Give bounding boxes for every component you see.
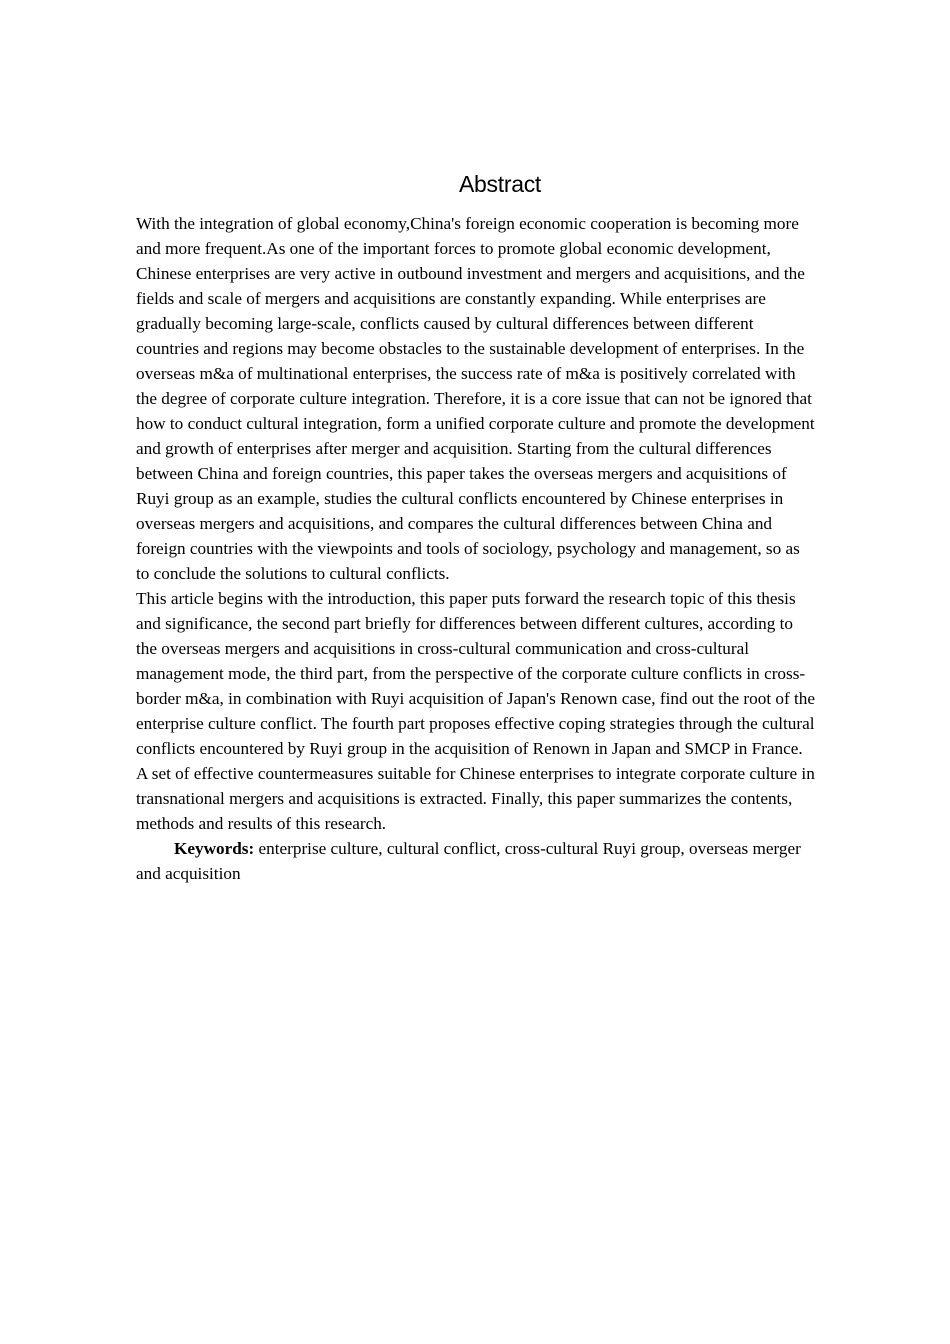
keywords-text: enterprise culture, cultural conflict, cross-cultural Ruyi group, overseas merger and acquisition [136,839,801,883]
abstract-title: Abstract [459,171,541,197]
keywords-label: Keywords: [174,839,255,858]
abstract-body [136,211,816,886]
keywords-line [136,836,816,886]
abstract-paragraph-2: This article begins with the introduction, this paper puts forward the research topic of this thesis and significance, the second part briefly for differences between different cultures, according to the overseas mergers and acquisitions in cross-cultural communication and cross-cultural management mode, the third part, from the perspective of the corporate culture conflicts in cross-border m&a, in combination with Ruyi acquisition of Japan's Renown case, find out the root of the enterprise culture conflict. The fourth part proposes effective coping strategies through the cultural conflicts encountered by Ruyi group in the acquisition of Renown in Japan and SMCP in France. A set of effective countermeasures suitable for Chinese enterprises to integrate corporate culture in transnational mergers and acquisitions is extracted. Finally, this paper summarizes the contents, methods and results of this research. [136,589,816,833]
abstract-paragraph-1: With the integration of global economy,China's foreign economic cooperation is becoming more and more frequent.As one of the important forces to promote global economic development, Chinese enterprises are very active in outbound investment and mergers and acquisitions, and the fields and scale of mergers and acquisitions are constantly expanding. While enterprises are gradually becoming large-scale, conflicts caused by cultural differences between different countries and regions may become obstacles to the sustainable development of enterprises. In the overseas m&a of multinational enterprises, the success rate of m&a is positively correlated with the degree of corporate culture integration. Therefore, it is a core issue that can not be ignored that how to conduct cultural integration, form a unified corporate culture and promote the development and growth of enterprises after merger and acquisition. Starting from the cultural differences between China and foreign countries, this paper takes the overseas mergers and acquisitions of Ruyi group as an example, studies the cultural conflicts encountered by Chinese enterprises in overseas mergers and acquisitions, and compares the cultural differences between China and foreign countries with the viewpoints and tools of sociology, psychology and management, so as to conclude the solutions to cultural conflicts. [136,214,815,583]
